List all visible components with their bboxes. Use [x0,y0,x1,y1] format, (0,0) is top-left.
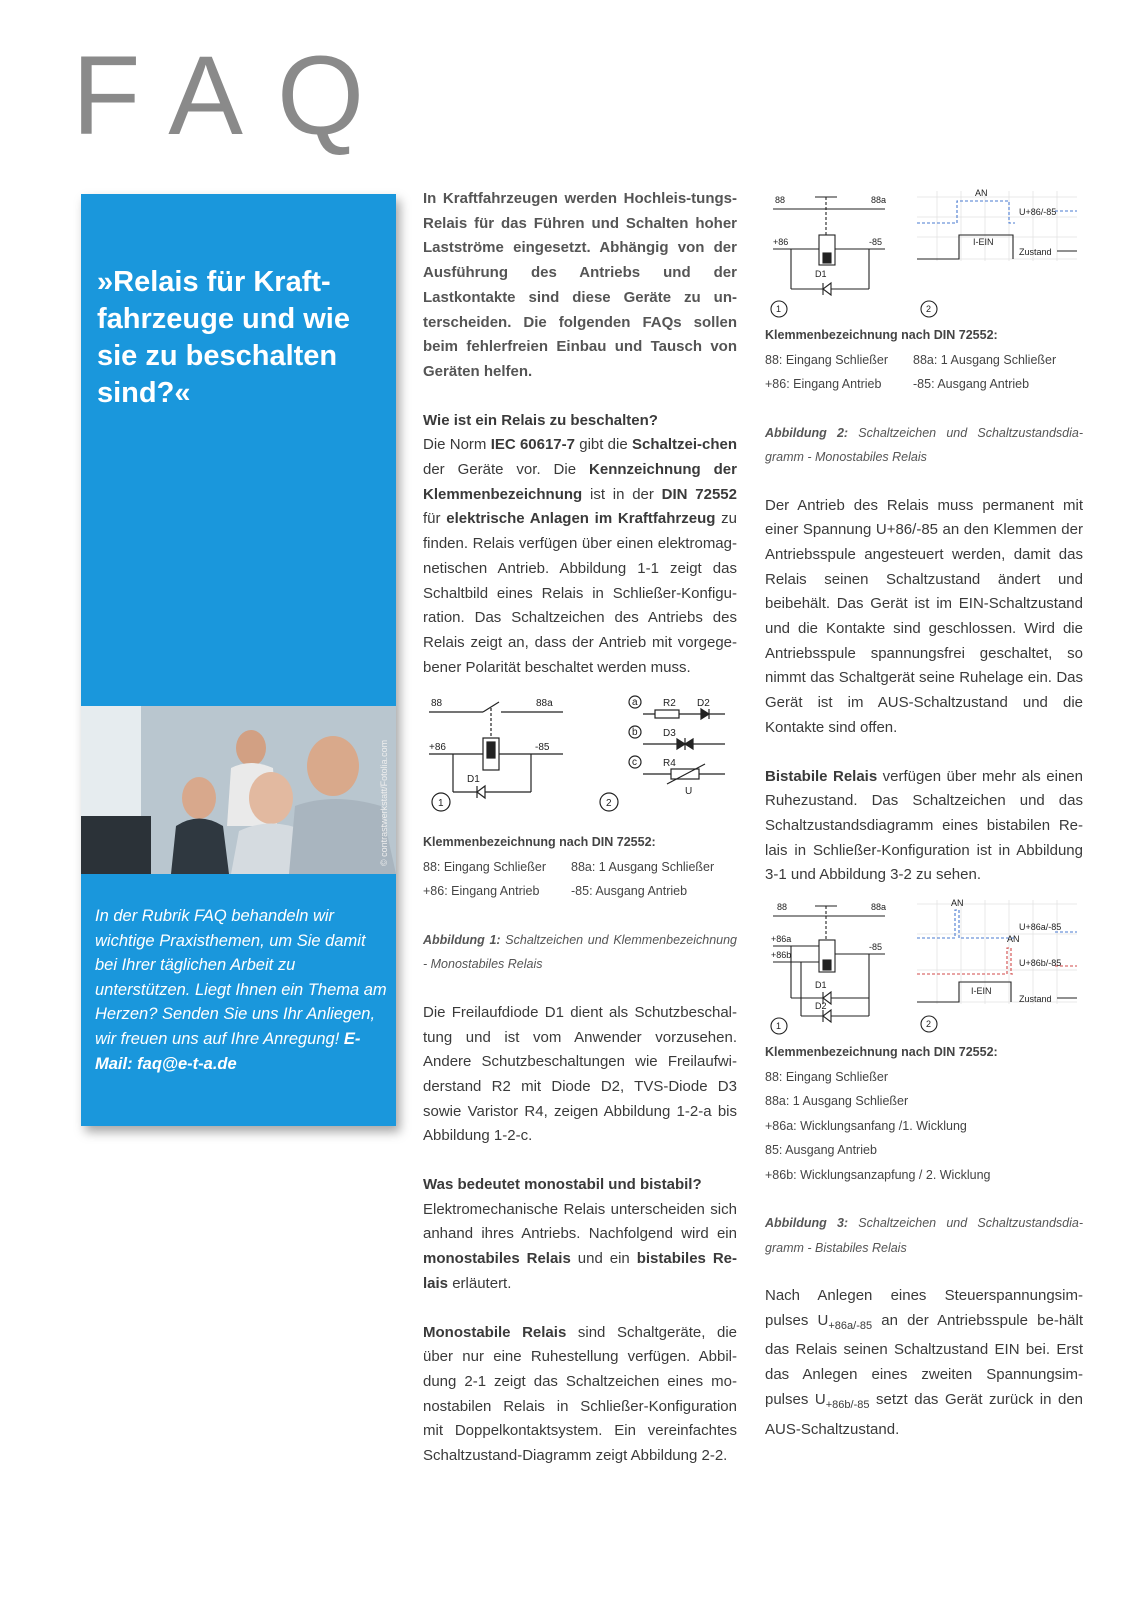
mono-text: sind Schaltgeräte, die über nur eine Ruhestellung verfügen. Abbil-dung 2-1 zeigt das Schaltzeichen eines mo-nostabilen Relais in Schließer-Konfiguration mit Doppelkontaktsystem. Ein vereinfachtes Schaltzustand-Diagramm zeigt Abbildung 2-2. [423,1323,737,1465]
mono-bold: Monostabile Relais [423,1323,567,1341]
fig1-number-2: 2 [606,798,612,810]
fig3-number-2: 2 [926,1019,932,1030]
fig3-legend-title: Klemmenbezeichnung nach DIN 72552: [765,1045,998,1060]
label-88a: 88a [536,698,553,710]
fig1-legend-item: 88: Eingang Schließer [423,859,546,874]
label-88: 88 [777,902,788,913]
fig3-legend [765,1040,1083,1187]
answer-1 [423,433,737,680]
fig3-legend-item: +86a: Wicklungsanfang /1. Wicklung [765,1118,967,1133]
question-2: Was bedeutet monostabil und bistabil? [423,1176,702,1194]
fig3-legend-item: 88: Eingang Schließer [765,1069,888,1084]
label-85: -85 [535,742,550,754]
label-a: a [632,697,638,709]
label-d1: D1 [467,774,480,786]
sidebar-intro-text: In der Rubrik FAQ behandeln wir wichtige Praxisthemen, um Sie damit bei Ihrer täglichen Arbeit zu unterstützen. Liegt Ihnen ein Thema am Herzen? Senden Sie uns Ihr Anliegen, wir freuen uns auf Ihre Anregung! [95,907,387,1048]
final-text: setzt das Gerät zurück in den AUS-Schaltzustand. [765,1390,1084,1438]
label-86a: +86a [771,934,792,945]
label-86: +86 [773,237,789,247]
label-85: -85 [869,942,883,953]
answer-1-text: ist in der [582,485,662,503]
answer-1-bold: Kennzeichnung der Klemmenbezeichnung [423,461,737,503]
fig1-legend-item: 88a: 1 Ausgang Schließer [571,859,715,874]
fig1-caption [423,928,737,977]
fig3-legend-item: 88a: 1 Ausgang Schließer [765,1094,909,1109]
label-88: 88 [431,698,443,710]
answer-2-text: Elektromechanische Relais unterscheiden sich anhand ihres Antriebs. Nachfolgend wird ein [423,1200,737,1243]
intro-paragraph: In Kraftfahrzeugen werden Hochleis-tungs-Relais für das Führen und Schalten hoher Lastströme eingesetzt. Abhängig von der Ausführung des Antriebs und der Lastkontakte sind diese Geräte zu un-terscheiden. Die folgenden FAQs sollen beim fehlerfreien Einbau und Tausch von Geräten helfen. [423,190,737,380]
answer-2-text: erläutert. [448,1274,512,1292]
label-d1: D1 [815,980,827,991]
label-d2: D2 [697,698,710,710]
label-u: U [685,786,693,798]
label-iein: I-EIN [971,986,992,997]
fig1-caption-text: Schaltzeichen und Klemmenbezeichnung - Monostabiles Relais [423,932,738,972]
answer-1-bold: elektrische Anlagen im Kraftfahrzeug [446,510,716,528]
label-r4: R4 [663,758,676,770]
fig2-legend [765,323,1083,397]
fig3-legend-item: 85: Ausgang Antrieb [765,1143,877,1158]
fig3-caption [765,1211,1083,1260]
fig2-legend-item: 88a: 1 Ausgang Schließer [913,352,1057,367]
question-1: Wie ist ein Relais zu beschalten? [423,411,658,429]
final-subscript: +86b/-85 [825,1398,870,1411]
fig3-number-1: 1 [776,1021,782,1032]
fig2-legend-item: 88: Eingang Schließer [765,352,888,367]
sidebar-intro [95,904,387,1076]
answer-1-bold: IEC 60617-7 [490,436,575,454]
fig2-number-1: 1 [776,304,782,314]
fig1-caption-label: Abbildung 1: [423,932,501,947]
label-u86b: U+86b/-85 [1019,958,1062,969]
answer-2-bold: monostabiles Relais [423,1250,571,1268]
fig2-number-2: 2 [926,304,932,314]
bistabil-paragraph [765,765,1083,889]
answer-1-text: gibt die [575,436,632,454]
fig2-caption-text: Schaltzeichen und Schaltzustandsdia-gramm - Monostabiles Relais [765,425,1084,464]
sidebar-headline: »Relais für Kraft-fahrzeuge und wie sie zu beschalten sind?« [97,266,350,409]
answer-2 [423,1198,737,1297]
label-88a: 88a [871,902,887,913]
antrieb-paragraph: Der Antrieb des Relais muss permanent mit einer Spannung U+86/-85 an den Klemmen der Antriebsspule angesteuert werden, damit das Relais seinen Schaltzustand ändert und beibehält. Das Gerät ist im EIN-Schaltzustand und die Kontakte sind geschlossen. Wird die Antriebsspule spannungsfrei geschaltet, so nimmt das Schaltgerät seine Ruhelage ein. Das Gerät ist im AUS-Schaltzustand und die Kontakte sind offen. [765,496,1083,736]
label-d2: D2 [815,1001,827,1012]
mono-paragraph [423,1321,737,1469]
label-b: b [632,727,638,739]
fig2-legend-title: Klemmenbezeichnung nach DIN 72552: [765,328,998,342]
sidebar-box [81,194,396,1126]
label-86b: +86b [771,950,792,961]
freilauf-paragraph: Die Freilaufdiode D1 dient als Schutzbeschal-tung und ist vom Anwender vorzusehen. Andere Schutzbeschaltungen wie Freilaufwi-derstand R2 mit Diode D2, TVS-Diode D3 sowie Varistor R4, zeigen Abbildung 1-2-a bis Abbildung 1-2-c. [423,1003,737,1145]
label-an: AN [975,188,988,198]
fig3-caption-label: Abbildung 3: [765,1216,849,1231]
column-2 [765,187,1083,1442]
team-photo [81,706,396,874]
column-1 [423,187,737,1469]
team-photo-illustration [81,706,396,874]
label-85: -85 [869,237,883,247]
photo-credit: © contrastwerkstatt/Fotolia.com [379,739,389,866]
label-u86a: U+86a/-85 [1019,922,1062,933]
answer-1-text: der Geräte vor. Die [423,461,590,479]
final-text: Nach Anlegen eines Steuerspannungsim-pulses U [765,1287,1083,1329]
label-r2: R2 [663,698,676,710]
fig1-legend-item: +86: Eingang Antrieb [423,884,540,899]
label-86: +86 [429,742,446,754]
fig1-number-1: 1 [438,798,444,810]
label-c: c [632,757,637,769]
fig1-legend-title: Klemmenbezeichnung nach DIN 72552: [423,835,656,850]
answer-1-text: Die Norm [423,436,491,454]
answer-2-text: und ein [570,1250,637,1268]
final-subscript: +86a/-85 [828,1319,873,1332]
answer-1-text: für [423,510,447,528]
fig3-caption-text: Schaltzeichen und Schaltzustandsdia-gramm - Bistabiles Relais [765,1216,1084,1255]
answer-1-bold: DIN 72552 [661,485,737,503]
label-88a: 88a [871,195,887,205]
final-text: an der Antriebsspule be-hält das Relais seinen Schaltzustand EIN bei. Erst das Anlegen eines zweiten Spannungsim-pulses U [765,1311,1084,1408]
label-an-2: AN [1007,934,1020,945]
bistabil-bold: Bistabile Relais [765,767,878,785]
figure-2-diagram [765,187,1083,319]
label-zustand: Zustand [1019,247,1052,257]
page-title: FAQ [72,33,399,158]
answer-2-bold: bistabiles Re-lais [423,1250,738,1292]
figure-3-diagram [765,898,1083,1038]
fig2-caption-label: Abbildung 2: [765,425,849,440]
bistabil-text: verfügen über mehr als einen Ruhezustand. Das Schaltzeichen und das Schaltzustandsdiagramm eines bistabilen Re-lais in Schließer-Konfiguration ist in Abbildung 3-1 und Abbildung 3-2 zu sehen. [765,767,1083,884]
final-paragraph [765,1284,1083,1442]
fig2-legend-item: -85: Ausgang Antrieb [913,377,1030,391]
label-u8685: U+86/-85 [1019,207,1057,217]
answer-1-bold: Schaltzei-chen [631,436,737,454]
figure-1-diagram [423,692,737,826]
fig2-legend-item: +86: Eingang Antrieb [765,377,882,391]
label-d1: D1 [815,269,827,279]
label-zustand: Zustand [1019,994,1052,1005]
fig3-legend-item: +86b: Wicklungsanzapfung / 2. Wicklung [765,1167,991,1182]
label-an-1: AN [951,898,964,909]
fig2-caption [765,421,1083,470]
label-88: 88 [775,195,786,205]
fig1-legend-item: -85: Ausgang Antrieb [571,884,688,899]
fig1-legend [423,830,737,904]
sidebar-email[interactable]: E-Mail: faq@e-t-a.de [95,1029,361,1073]
label-d3: D3 [663,728,676,740]
answer-1-text: zu finden. Relais verfügen über einen elektromag-netischen Antrieb. Abbildung 1-1 zeigt das Schaltbild eines Relais in Schließer-Konfigu-ration. Das Schaltzeichen des Antriebs des Relais zeigt an, dass der Antrieb mit vorgege-bener Polarität beschaltet werden muss. [423,510,737,676]
label-iein: I-EIN [973,237,994,247]
